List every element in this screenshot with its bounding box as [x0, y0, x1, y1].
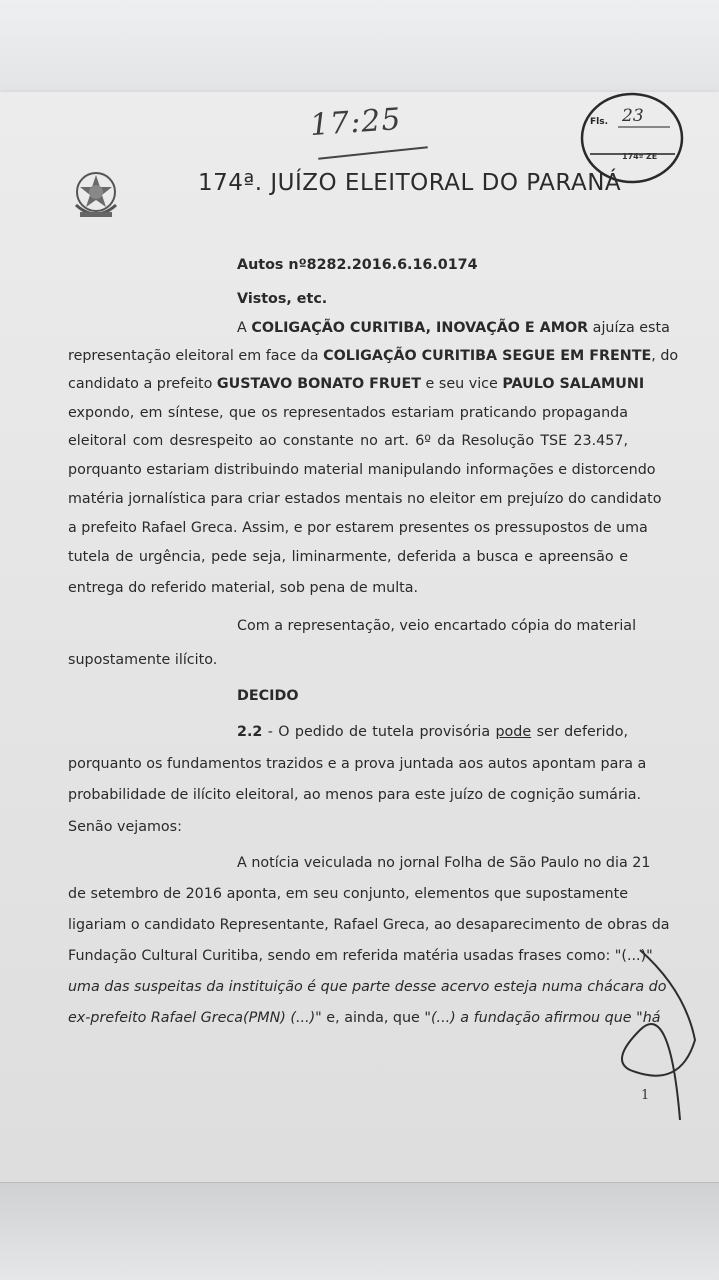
para1-line9: tutela de urgência, pede seja, liminarmente, deferida a busca e apreensão e [68, 549, 628, 565]
para4-line3: ligariam o candidato Representante, Rafael Greca, ao desaparecimento de obras da [68, 917, 670, 933]
para2-line2: supostamente ilícito. [68, 652, 218, 668]
para1-line2: representação eleitoral em face da COLIGAÇÃO CURITIBA SEGUE EM FRENTE, do [68, 348, 679, 364]
para3-line3: probabilidade de ilícito eleitoral, ao menos para este juízo de cognição sumária. [68, 787, 642, 803]
handwritten-scribble-icon [600, 930, 710, 1130]
para4-line4: Fundação Cultural Curitiba, sendo em referida matéria usadas frases como: "(...)" [68, 948, 653, 964]
para1-line8: a prefeito Rafael Greca. Assim, e por estarem presentes os pressupostos de uma [68, 520, 648, 536]
page-number: 1 [641, 1088, 650, 1103]
stamp-office: 174ª ZE [622, 152, 658, 161]
para1-line10: entrega do referido material, sob pena de multa. [68, 580, 419, 596]
para1-line4: expondo, em síntese, que os representados estariam praticando propaganda [68, 405, 628, 421]
desk-background-top [0, 0, 719, 95]
para4-line5: uma das suspeitas da instituição é que parte desse acervo esteja numa chácara do [68, 979, 667, 995]
para1-line1: A COLIGAÇÃO CURITIBA, INOVAÇÃO E AMOR ajuíza esta [237, 320, 670, 336]
para3-line1: 2.2 - O pedido de tutela provisória pode ser deferido, [237, 724, 628, 740]
desk-background-bottom [0, 1185, 719, 1280]
para2-line1: Com a representação, veio encartado cópia do material [237, 618, 637, 634]
handwritten-time-note: 17:25 [308, 101, 403, 144]
para4-line1: A notícia veiculada no jornal Folha de São Paulo no dia 21 [237, 855, 651, 871]
stamp-number: 23 [622, 106, 644, 126]
para1-line6: porquanto estariam distribuindo material manipulando informações e distorcendo [68, 462, 656, 478]
para3-line2: porquanto os fundamentos trazidos e a prova juntada aos autos apontam para a [68, 756, 647, 772]
para3-line4: Senão vejamos: [68, 819, 182, 835]
stamp-label: Fls. [590, 117, 609, 127]
case-number: Autos nº8282.2016.6.16.0174 [237, 257, 478, 273]
para4-line6: ex-prefeito Rafael Greca(PMN) (...)" e, ainda, que "(...) a fundação afirmou que "há [68, 1010, 661, 1026]
coat-of-arms-icon [66, 165, 126, 225]
court-title: 174ª. JUÍZO ELEITORAL DO PARANÁ [198, 170, 622, 196]
para1-line3: candidato a prefeito GUSTAVO BONATO FRUET e seu vice PAULO SALAMUNI [68, 376, 645, 392]
para1-line7: matéria jornalística para criar estados mentais no eleitor em prejuízo do candidato [68, 491, 662, 507]
para1-line5: eleitoral com desrespeito ao constante no art. 6º da Resolução TSE 23.457, [68, 433, 628, 449]
decision-heading: DECIDO [237, 688, 299, 704]
greeting: Vistos, etc. [237, 291, 328, 307]
para4-line2: de setembro de 2016 aponta, em seu conjunto, elementos que supostamente [68, 886, 628, 902]
